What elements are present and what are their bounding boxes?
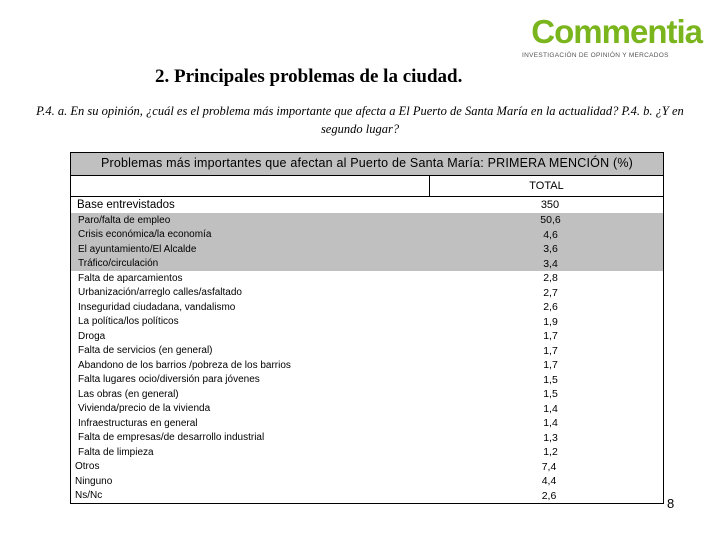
table-row	[71, 358, 663, 373]
column-header-row	[70, 176, 664, 196]
row-value: 1,7	[543, 344, 558, 357]
total-column-header: TOTAL	[430, 176, 664, 196]
row-value: 4,4	[541, 475, 557, 488]
table-row	[71, 402, 663, 417]
table-row	[71, 445, 663, 460]
base-label: Base entrevistados	[77, 199, 175, 211]
table-row	[71, 271, 663, 286]
row-label: El ayuntamiento/El Alcalde	[78, 243, 197, 255]
base-row	[71, 197, 663, 213]
row-value: 2,6	[541, 489, 557, 502]
row-value: 3,6	[543, 243, 558, 256]
row-value: 2,7	[543, 286, 558, 299]
row-value: 1,9	[543, 315, 558, 328]
row-value: 1,3	[543, 431, 558, 444]
table-row	[71, 416, 663, 431]
table-row	[71, 257, 663, 272]
logo-wordmark: Commentia	[531, 13, 702, 50]
row-value: 1,7	[543, 359, 558, 372]
table-row	[71, 373, 663, 388]
row-label: Falta de servicios (en general)	[78, 345, 213, 357]
row-value: 1,4	[543, 402, 558, 415]
row-label: Falta de aparcamientos	[78, 272, 183, 284]
table-row	[71, 387, 663, 402]
commentia-logo	[522, 12, 702, 59]
row-value: 4,6	[543, 228, 558, 241]
row-value: 1,2	[543, 446, 558, 459]
row-label: Paro/falta de empleo	[78, 214, 171, 226]
logo-tagline: INVESTIGACIÓN DE OPINIÓN Y MERCADOS	[522, 52, 669, 59]
row-label: Falta de empresas/de desarrollo industrial	[78, 432, 265, 444]
table-row	[71, 344, 663, 359]
table-row	[71, 474, 663, 489]
row-label: Inseguridad ciudadana, vandalismo	[78, 301, 236, 313]
table-row	[71, 460, 663, 475]
survey-question: P.4. a. En su opinión, ¿cuál es el problema más importante que afecta a El Puerto de Santa María en la actualidad? P.4. b. ¿Y en segundo lugar?	[36, 104, 684, 136]
row-value: 50,6	[540, 214, 561, 227]
table-body	[70, 197, 664, 504]
table-row	[71, 489, 663, 504]
row-value: 1,4	[543, 417, 558, 430]
row-label: Otros	[75, 461, 100, 473]
table-row	[71, 329, 663, 344]
base-value: 350	[540, 199, 560, 211]
table-row	[71, 286, 663, 301]
table-header: Problemas más importantes que afectan al Puerto de Santa María: PRIMERA MENCIÓN (%)	[70, 152, 664, 176]
row-label: Droga	[78, 330, 106, 342]
table-row	[71, 431, 663, 446]
row-label: Urbanización/arreglo calles/asfaltado	[78, 287, 242, 299]
results-table	[70, 152, 664, 504]
row-value: 1,5	[543, 373, 558, 386]
row-value: 1,5	[543, 388, 558, 401]
table-row	[71, 242, 663, 257]
row-value: 3,4	[543, 257, 558, 270]
table-row	[71, 213, 663, 228]
row-value: 2,8	[543, 272, 558, 285]
row-label: Vivienda/precio de la vivienda	[78, 403, 211, 415]
row-label: La política/los políticos	[78, 316, 179, 328]
row-label: Ns/Nc	[75, 490, 103, 502]
row-label: Abandono de los barrios /pobreza de los barrios	[78, 359, 291, 371]
row-label: Crisis económica/la economía	[78, 229, 212, 241]
row-label: Las obras (en general)	[78, 388, 179, 400]
row-label: Falta lugares ocio/diversión para jóvenes	[78, 374, 260, 386]
row-label: Tráfico/circulación	[78, 258, 159, 270]
row-value: 1,7	[543, 330, 558, 343]
section-title: 2. Principales problemas de la ciudad.	[155, 66, 463, 87]
row-label: Falta de limpieza	[78, 446, 154, 458]
row-value: 7,4	[541, 460, 557, 473]
row-label: Ninguno	[75, 475, 113, 487]
table-row	[71, 300, 663, 315]
row-value: 2,6	[543, 301, 558, 314]
table-row	[71, 228, 663, 243]
page-number: 8	[667, 496, 675, 511]
table-row	[71, 315, 663, 330]
row-label: Infraestructuras en general	[78, 417, 198, 429]
